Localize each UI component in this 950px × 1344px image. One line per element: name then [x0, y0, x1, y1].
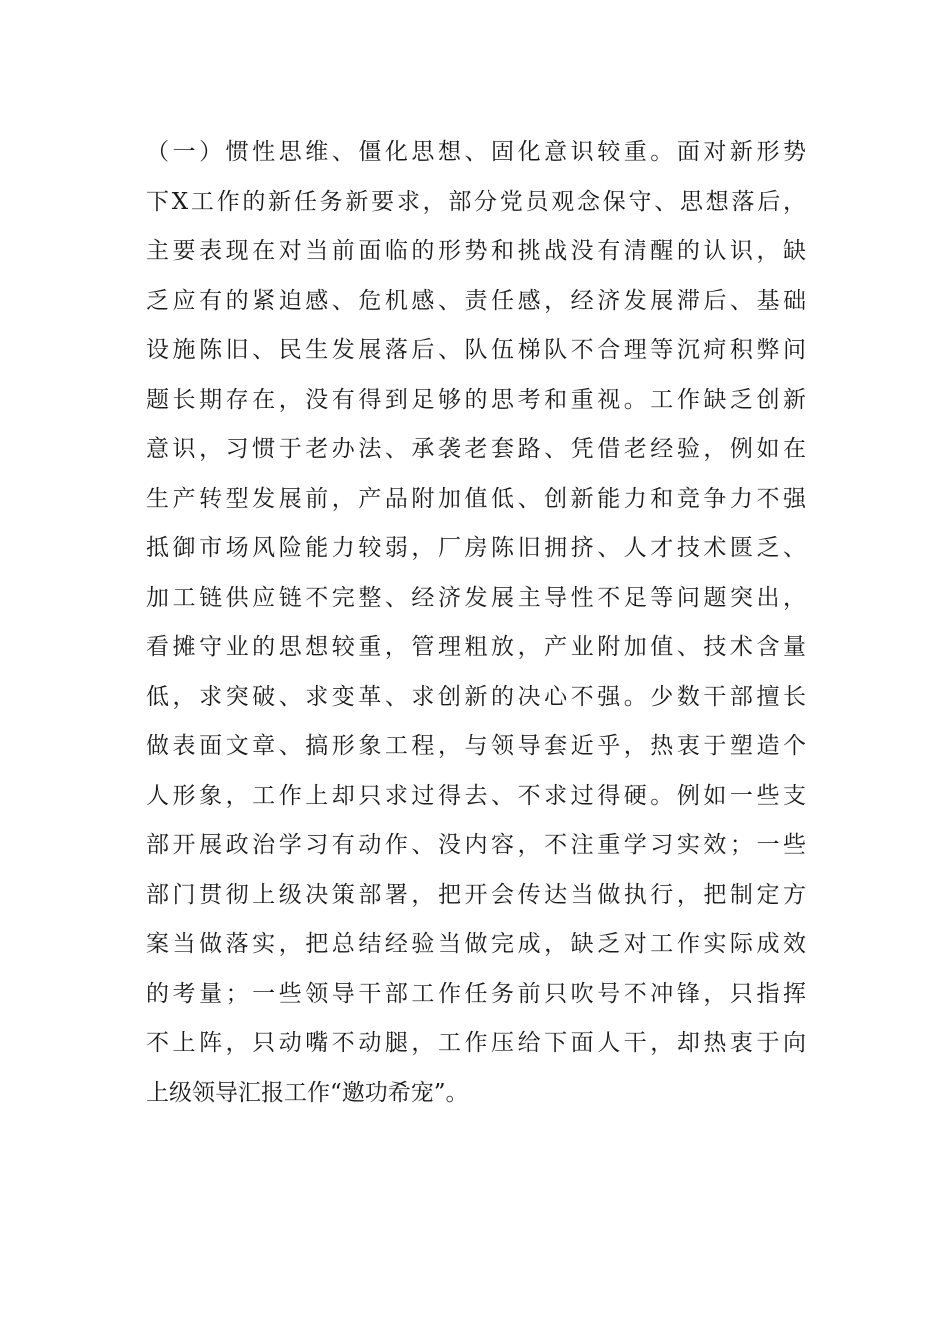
paragraph-line: 的考量；一些领导干部工作任务前只吹号不冲锋，只指挥 — [146, 980, 806, 1007]
paragraph-line: 看摊守业的思想较重，管理粗放，产业附加值、技术含量 — [146, 634, 806, 660]
body-paragraph — [146, 128, 806, 1118]
paragraph-line: 不上阵，只动嘴不动腿，工作压给下面人干，却热衷于向 — [146, 1030, 806, 1056]
paragraph-line: 上级领导汇报工作“邀功希宠”。 — [146, 1079, 469, 1106]
paragraph-line: 生产转型发展前，产品附加值低、创新能力和竞争力不强 — [146, 485, 806, 512]
paragraph-line: 部开展政治学习有动作、没内容，不注重学习实效；一些 — [146, 832, 806, 858]
paragraph-line: 抵御市场风险能力较弱，厂房陈旧拥挤、人才技术匮乏、 — [146, 535, 806, 561]
paragraph-line: 乏应有的紧迫感、危机感、责任感，经济发展滞后、基础 — [146, 287, 806, 314]
paragraph-line: 下X工作的新任务新要求，部分党员观念保守、思想落后， — [146, 188, 806, 215]
paragraph-line: 主要表现在对当前面临的形势和挑战没有清醒的认识，缺 — [146, 238, 806, 264]
paragraph-line: 题长期存在，没有得到足够的思考和重视。工作缺乏创新 — [146, 386, 806, 413]
paragraph-line: （一）惯性思维、僵化思想、固化意识较重。面对新形势 — [146, 139, 806, 165]
paragraph-line: 案当做落实，把总结经验当做完成，缺乏对工作实际成效 — [146, 931, 806, 957]
paragraph-line: 设施陈旧、民生发展落后、队伍梯队不合理等沉疴积弊问 — [146, 337, 806, 363]
paragraph-line: 做表面文章、搞形象工程，与领导套近乎，热衷于塑造个 — [146, 733, 806, 759]
paragraph-line: 意识，习惯于老办法、承袭老套路、凭借老经验，例如在 — [146, 436, 806, 462]
paragraph-line: 人形象，工作上却只求过得去、不求过得硬。例如一些支 — [146, 782, 806, 809]
paragraph-line: 低，求突破、求变革、求创新的决心不强。少数干部擅长 — [146, 683, 806, 710]
paragraph-line: 加工链供应链不完整、经济发展主导性不足等问题突出， — [146, 584, 806, 611]
paragraph-line: 部门贯彻上级决策部署，把开会传达当做执行，把制定方 — [146, 881, 806, 908]
